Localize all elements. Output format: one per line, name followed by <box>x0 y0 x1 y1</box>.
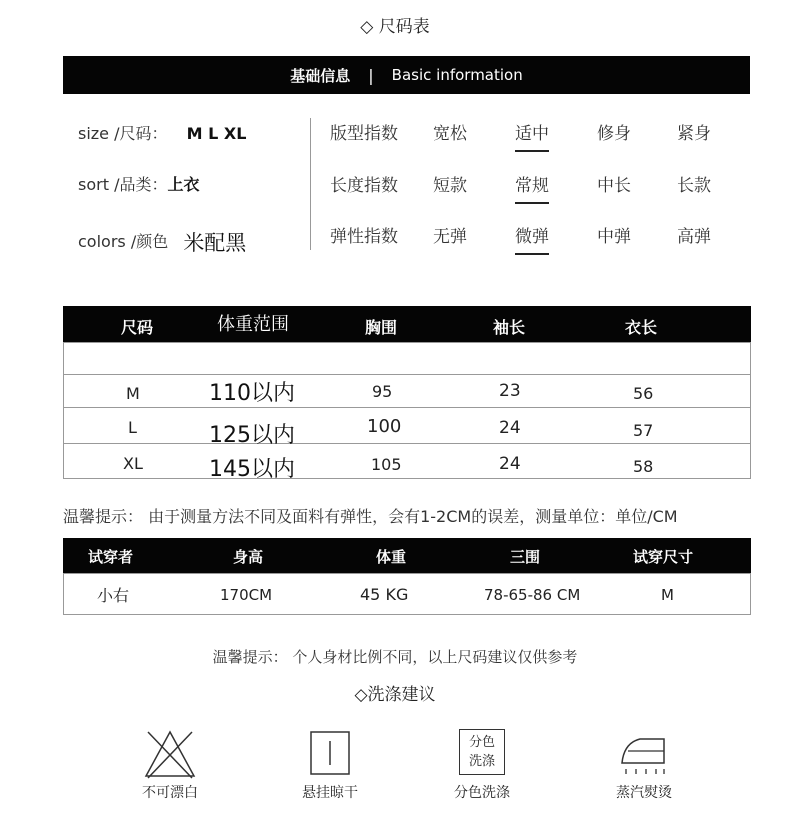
sort-value: 上衣 <box>167 175 200 194</box>
header-measurements: 三围 <box>510 548 541 566</box>
index-option-selected: 常规 <box>515 171 549 204</box>
tryon-height: 170CM <box>220 586 273 604</box>
info-divider <box>310 118 311 250</box>
separate-wash-icon <box>459 729 505 775</box>
row-divider <box>63 374 751 375</box>
basic-info-separator: | <box>368 65 374 85</box>
tryon-model: 小右 <box>97 586 130 605</box>
cell-weight: 110以内 <box>209 381 295 406</box>
header-model: 试穿者 <box>88 548 134 566</box>
size-value: M L XL <box>186 124 247 143</box>
index-label: 弹性指数 <box>330 227 398 247</box>
index-option: 中弹 <box>597 227 631 247</box>
tryon-weight: 45 KG <box>360 585 409 604</box>
index-option-selected: 适中 <box>515 119 549 152</box>
index-option-selected: 微弹 <box>515 222 549 255</box>
cell-size: L <box>128 418 137 437</box>
header-weight: 体重 <box>376 548 407 566</box>
care-label: 蒸汽熨烫 <box>616 785 672 801</box>
cell-length: 57 <box>633 421 654 440</box>
cell-length: 56 <box>633 384 654 403</box>
header-size: 尺码 <box>121 318 154 337</box>
size-info <box>78 121 246 144</box>
measurement-tip: 温馨提示： 由于测量方法不同及面料有弹性，会有1-2CM的误差，测量单位：单位/CM <box>63 507 678 526</box>
cell-chest: 95 <box>372 382 393 401</box>
cell-sleeve: 23 <box>499 381 521 401</box>
header-height: 身高 <box>233 548 264 566</box>
separate-wash-icon-text: 洗涤 <box>468 754 495 769</box>
steam-iron-icon <box>618 729 670 777</box>
cell-weight: 125以内 <box>209 423 295 448</box>
index-option: 紧身 <box>677 124 711 144</box>
index-option: 高弹 <box>677 227 711 247</box>
header-sleeve: 袖长 <box>493 318 526 337</box>
index-label: 版型指数 <box>330 124 398 144</box>
wash-title: ◇洗涤建议 <box>354 685 436 705</box>
sort-info <box>78 172 199 195</box>
separate-wash-icon-text: 分色 <box>468 735 495 750</box>
size-chart-title: ◇ 尺码表 <box>360 17 430 37</box>
cell-size: M <box>126 384 140 403</box>
basic-info-cn: 基础信息 <box>290 66 351 85</box>
tryon-size: M <box>661 586 674 604</box>
cell-sleeve: 24 <box>499 454 521 474</box>
size-label: size /尺码： <box>78 124 168 143</box>
row-divider <box>63 407 751 408</box>
tryon-table-row <box>63 573 751 615</box>
header-length: 衣长 <box>625 318 658 337</box>
care-label: 悬挂晾干 <box>302 785 358 801</box>
index-option: 长款 <box>677 176 711 196</box>
tryon-table-header <box>63 538 751 573</box>
care-label: 不可漂白 <box>142 785 198 801</box>
index-option: 宽松 <box>433 124 467 144</box>
header-weight: 体重范围 <box>217 314 289 335</box>
tryon-measurements: 78-65-86 CM <box>484 586 581 604</box>
colors-info <box>78 224 246 254</box>
colors-value: 米配黑 <box>183 231 247 255</box>
hang-dry-icon <box>310 731 350 775</box>
sort-label: sort /品类： <box>78 175 168 194</box>
index-option: 修身 <box>597 124 631 144</box>
index-label: 长度指数 <box>330 176 398 196</box>
index-option: 短款 <box>433 176 467 196</box>
basic-info-en: Basic information <box>391 66 523 84</box>
index-option: 无弹 <box>433 227 467 247</box>
no-bleach-icon <box>140 728 200 780</box>
care-label: 分色洗涤 <box>454 785 510 801</box>
colors-label: colors /颜色 <box>78 232 169 251</box>
index-option: 中长 <box>597 176 631 196</box>
cell-chest: 105 <box>371 455 402 474</box>
size-suggestion-tip: 温馨提示： 个人身材比例不同，以上尺码建议仅供参考 <box>212 648 578 666</box>
header-chest: 胸围 <box>365 318 398 337</box>
size-table-header <box>63 306 751 342</box>
cell-size: XL <box>123 454 143 473</box>
basic-info-bar <box>63 56 750 94</box>
header-tryon-size: 试穿尺寸 <box>633 548 694 566</box>
row-divider <box>63 443 751 444</box>
cell-chest: 100 <box>367 416 402 437</box>
cell-length: 58 <box>633 457 654 476</box>
cell-weight: 145以内 <box>209 457 295 482</box>
cell-sleeve: 24 <box>499 418 521 438</box>
